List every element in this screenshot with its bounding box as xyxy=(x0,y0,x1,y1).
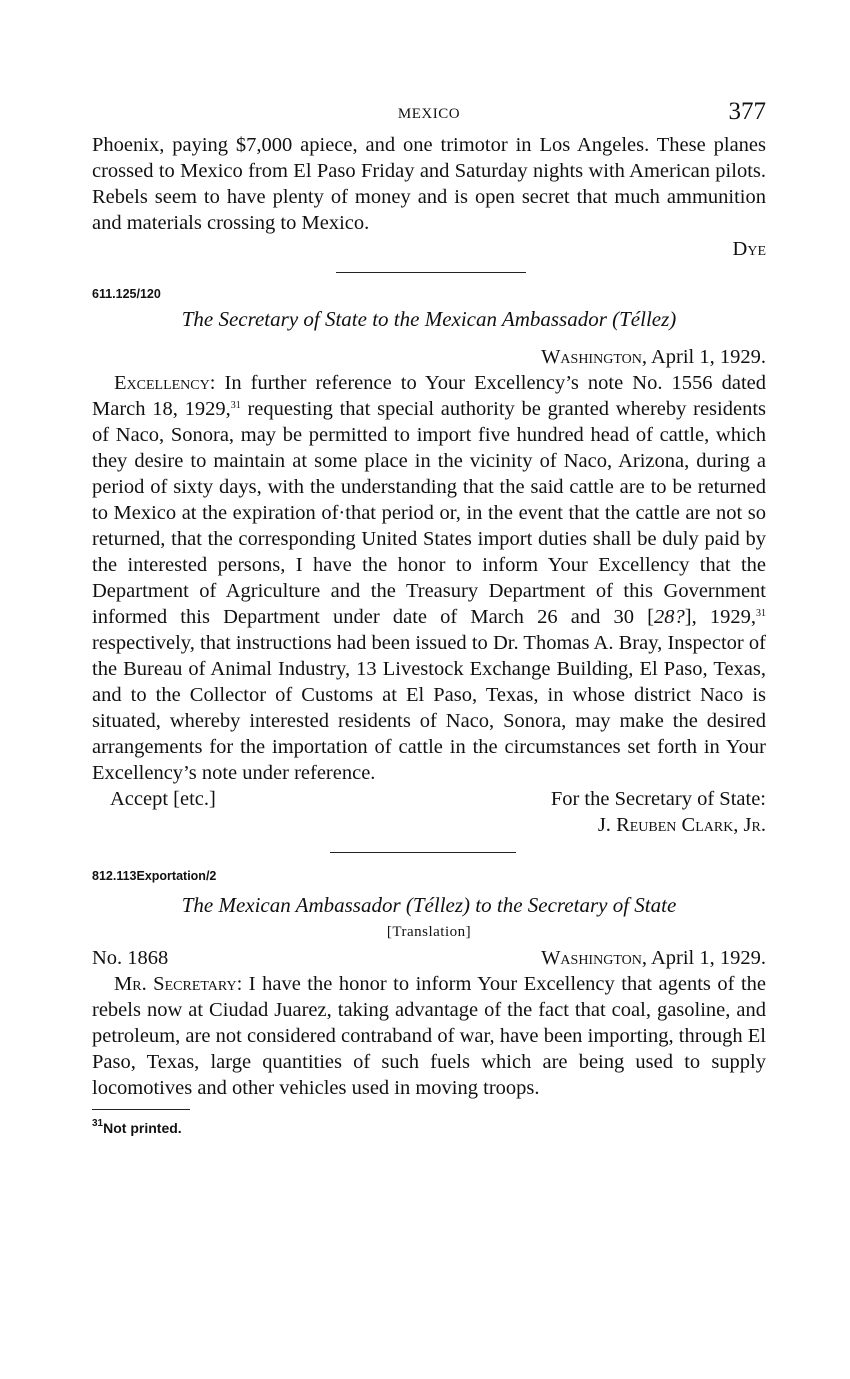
dateline xyxy=(92,344,766,370)
signature-name: Reuben Clark, Jr. xyxy=(616,814,766,836)
continuation-paragraph: Phoenix, paying $7,000 apiece, and one trimotor in Los Angeles. These planes crossed to Mexico from El Paso Friday and Saturday nights with American pilots. Rebels seem to have plenty of money and is open secret that much ammunition and materials crossing to Mexico. xyxy=(92,134,766,234)
file-number: 611.125/120 xyxy=(92,287,161,301)
running-head xyxy=(92,96,766,132)
document-heading: The Secretary of State to the Mexican Ambassador (Téllez) xyxy=(181,307,677,331)
footnote-ref: 31 xyxy=(230,400,241,411)
letter-body xyxy=(92,971,766,1101)
translation-note: [Translation] xyxy=(386,924,472,940)
running-head-title: MEXICO xyxy=(397,106,461,122)
file-number: 812.113Exportation/2 xyxy=(92,869,217,883)
editorial-note: 28? xyxy=(654,606,685,628)
dateline-place: Washington, xyxy=(541,346,647,368)
closing: Accept [etc.] xyxy=(110,788,216,810)
footnote-marker: 31 xyxy=(92,1118,104,1129)
footnote-text: Not printed. xyxy=(103,1120,182,1136)
document-heading: The Mexican Ambassador (Téllez) to the Secretary of State xyxy=(181,893,677,917)
closing-row xyxy=(92,786,766,812)
document-number: No. 1868 xyxy=(92,947,169,969)
letter-body xyxy=(92,370,766,786)
continuation-signature: Dye xyxy=(732,238,766,260)
footnote-ref: 31 xyxy=(756,608,766,619)
signature xyxy=(92,812,766,838)
section-divider xyxy=(330,852,516,853)
for-line: For the Secretary of State: xyxy=(550,788,766,810)
salutation: Mr. Secretary: xyxy=(114,973,243,995)
body-text: ], 1929, xyxy=(684,606,756,628)
dateline-date: April 1, 1929. xyxy=(650,947,766,969)
dateline-place: Washington, xyxy=(541,947,647,969)
dateline xyxy=(541,945,766,971)
body-text: requesting that special authority be granted whereby residents of Naco, Sonora, may be permitted to import five hundred head of cattle, which they desire to maintain at some place in the vicinity of Naco, Arizona, during a period of sixty days, with the understanding that the said cattle are to be returned to Mexico at the expiration of·that period or, in the event that the cattle are not so returned, that the corresponding United States import duties shall be duly paid by the interested persons, I have the honor to inform Your Excellency that the Department of Agriculture and the Treasury Department of this Government informed this Department under date of March 26 and 30 [ xyxy=(92,398,766,628)
body-text: In further reference to Your Excellency’s note No. 1556 dated March 18, 1929, xyxy=(92,372,766,420)
footnote-rule xyxy=(92,1109,190,1110)
signature-initial: J. xyxy=(597,814,611,836)
footnote xyxy=(92,1120,766,1136)
number-dateline-row xyxy=(92,945,766,971)
dateline-date: April 1, 1929. xyxy=(650,346,766,368)
salutation: Excellency: xyxy=(114,372,216,394)
page-number: 377 xyxy=(728,98,766,125)
body-text: respectively, that instructions had been issued to Dr. Thomas A. Bray, Inspector of the Bureau of Animal Industry, 13 Livestock Exchange Building, El Paso, Texas, and to the Collector of Customs at El Paso, Texas, in whose district Naco is situated, whereby interested residents of Naco, Sonora, may make the desired arrangements for the importation of cattle in the circumstances set forth in Your Excellency’s note under reference. xyxy=(92,632,766,784)
body-text: I have the honor to inform Your Excellency that agents of the rebels now at Ciudad Juarez, taking advantage of the fact that coal, gasoline, and petroleum, are not considered contraband of war, have been importing, through El Paso, Texas, large quantities of such fuels which are being used to supply locomotives and other vehicles used in moving troops. xyxy=(92,973,766,1099)
document-page xyxy=(92,96,766,1136)
section-divider xyxy=(336,272,526,273)
